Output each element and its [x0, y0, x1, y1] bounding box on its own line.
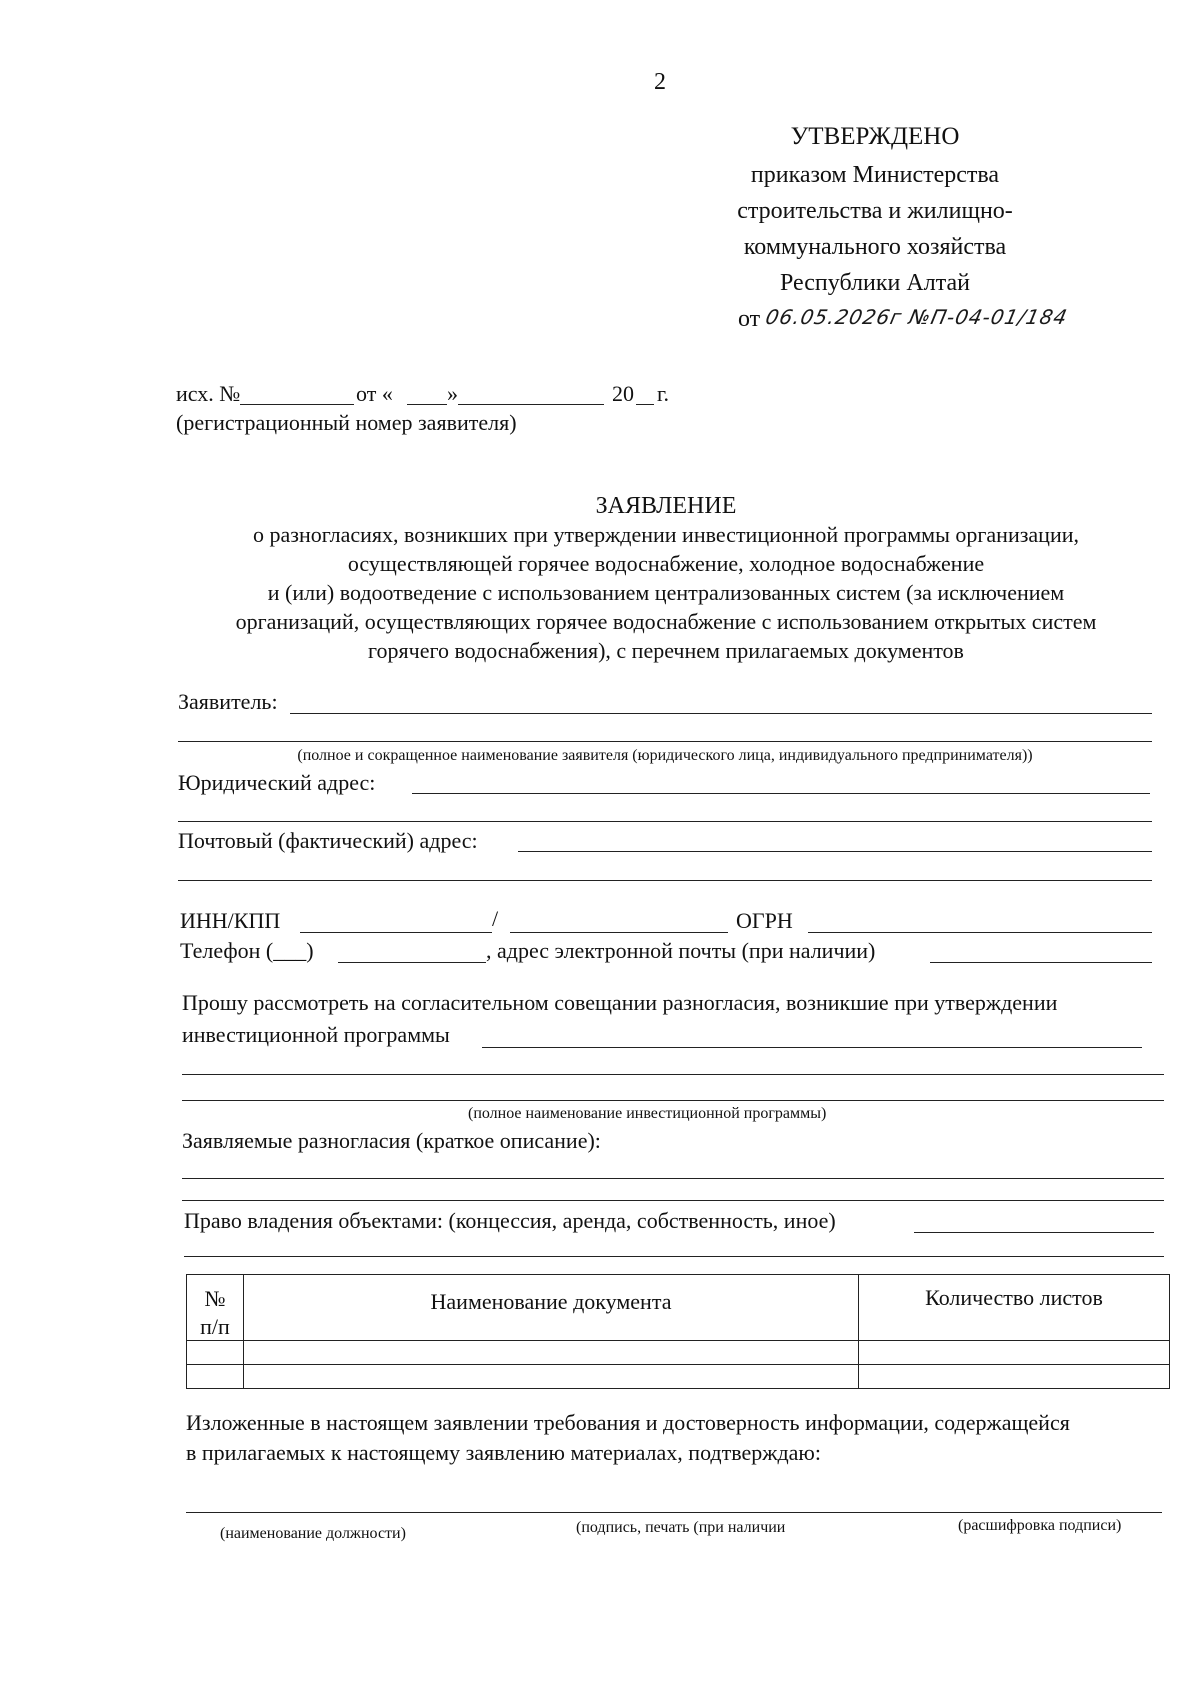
ownership-label: Право владения объектами: (концессия, аренда, собственность, иное) [184, 1208, 836, 1233]
outgoing-no-line[interactable] [240, 404, 354, 405]
outgoing-from-label: от « [356, 381, 393, 406]
outgoing-caption: (регистрационный номер заявителя) [176, 410, 517, 435]
legal-address-line-2[interactable] [178, 821, 1152, 822]
disagreements-line[interactable] [182, 1178, 1164, 1179]
signature-sign-caption: (подпись, печать (при наличии [576, 1519, 786, 1536]
request-line-2: инвестиционной программы [182, 1022, 450, 1047]
statement-subtitle-line: горячего водоснабжения), с перечнем прилагаемых документов [368, 638, 964, 663]
signature-position-caption: (наименование должности) [220, 1525, 406, 1542]
disagreements-label: Заявляемые разногласия (краткое описание): [182, 1128, 601, 1153]
inn-line[interactable] [300, 932, 492, 933]
page-number: 2 [654, 69, 666, 95]
phone-line[interactable] [338, 962, 486, 963]
ownership-line[interactable] [914, 1232, 1154, 1233]
handwritten-date-number: 06.05.2026г №П-04-01/184 [763, 305, 1071, 329]
approval-line: приказом Министерства [750, 162, 1000, 188]
table-row [187, 1365, 1170, 1389]
approval-line: коммунального хозяйства [743, 234, 1007, 260]
documents-table [186, 1274, 1170, 1389]
table-row [187, 1341, 1170, 1365]
email-label: , адрес электронной почты (при наличии) [486, 938, 876, 963]
postal-address-line[interactable] [518, 851, 1152, 852]
col-number-line2: п/п [200, 1313, 230, 1339]
applicant-line-2[interactable] [178, 741, 1152, 742]
approval-from-label: от [738, 306, 761, 332]
outgoing-year-line[interactable] [636, 404, 654, 405]
signature-line[interactable] [186, 1512, 1162, 1513]
applicant-caption: (полное и сокращенное наименование заявителя (юридического лица, индивидуального предпринимателя)) [297, 747, 1033, 764]
phone-label: Телефон (___) [180, 938, 314, 963]
inn-kpp-slash: / [492, 906, 499, 931]
statement-title: ЗАЯВЛЕНИЕ [595, 493, 737, 519]
ownership-line-2[interactable] [184, 1256, 1164, 1257]
email-line[interactable] [930, 962, 1152, 963]
outgoing-year: 20 [612, 381, 634, 406]
col-number-header [187, 1275, 244, 1341]
statement-subtitle-line: организаций, осуществляющих горячее водоснабжение с использованием открытых систем [235, 609, 1097, 634]
signature-decode-caption: (расшифровка подписи) [958, 1517, 1122, 1534]
approval-title: УТВЕРЖДЕНО [790, 123, 960, 150]
legal-address-label: Юридический адрес: [178, 770, 376, 795]
confirmation-line-1: Изложенные в настоящем заявлении требования и достоверность информации, содержащейся [186, 1410, 1070, 1435]
applicant-line[interactable] [290, 713, 1152, 714]
ogrn-label: ОГРН [736, 908, 793, 933]
approval-line: Республики Алтай [780, 270, 970, 296]
approval-line: строительства и жилищно- [737, 198, 1013, 224]
postal-address-label: Почтовый (фактический) адрес: [178, 828, 478, 853]
outgoing-no-label: исх. № [176, 381, 241, 406]
applicant-label: Заявитель: [178, 689, 278, 714]
outgoing-day-line[interactable] [407, 404, 447, 405]
inn-kpp-label: ИНН/КПП [180, 908, 281, 933]
outgoing-month-line[interactable] [458, 404, 604, 405]
statement-subtitle-line: о разногласиях, возникших при утверждении инвестиционной программы организации, [252, 522, 1079, 547]
confirmation-line-2: в прилагаемых к настоящему заявлению материалах, подтверждаю: [186, 1440, 821, 1465]
statement-subtitle-line: и (или) водоотведение с использованием централизованных систем (за исключением [267, 580, 1065, 605]
program-name-line[interactable] [482, 1047, 1142, 1048]
outgoing-year-suffix: г. [657, 381, 670, 406]
col-name-header: Наименование документа [244, 1275, 859, 1341]
table-cell[interactable] [244, 1341, 859, 1365]
kpp-line[interactable] [510, 932, 728, 933]
legal-address-line[interactable] [412, 793, 1150, 794]
table-cell[interactable] [244, 1365, 859, 1389]
ogrn-line[interactable] [808, 932, 1152, 933]
table-cell[interactable] [859, 1341, 1170, 1365]
program-name-line-2[interactable] [182, 1074, 1164, 1075]
col-number-line1: № [204, 1286, 226, 1311]
disagreements-line-2[interactable] [182, 1200, 1164, 1201]
table-cell[interactable] [859, 1365, 1170, 1389]
table-cell[interactable] [187, 1341, 244, 1365]
statement-subtitle-line: осуществляющей горячее водоснабжение, холодное водоснабжение [347, 551, 985, 576]
col-sheets-header: Количество листов [859, 1275, 1170, 1341]
postal-address-line-2[interactable] [178, 880, 1152, 881]
table-cell[interactable] [187, 1365, 244, 1389]
request-caption: (полное наименование инвестиционной программы) [468, 1105, 827, 1122]
program-name-line-3[interactable] [182, 1100, 1164, 1101]
request-line-1: Прошу рассмотреть на согласительном совещании разногласия, возникшие при утверждении [182, 990, 1058, 1015]
outgoing-quote-close: » [447, 381, 458, 406]
